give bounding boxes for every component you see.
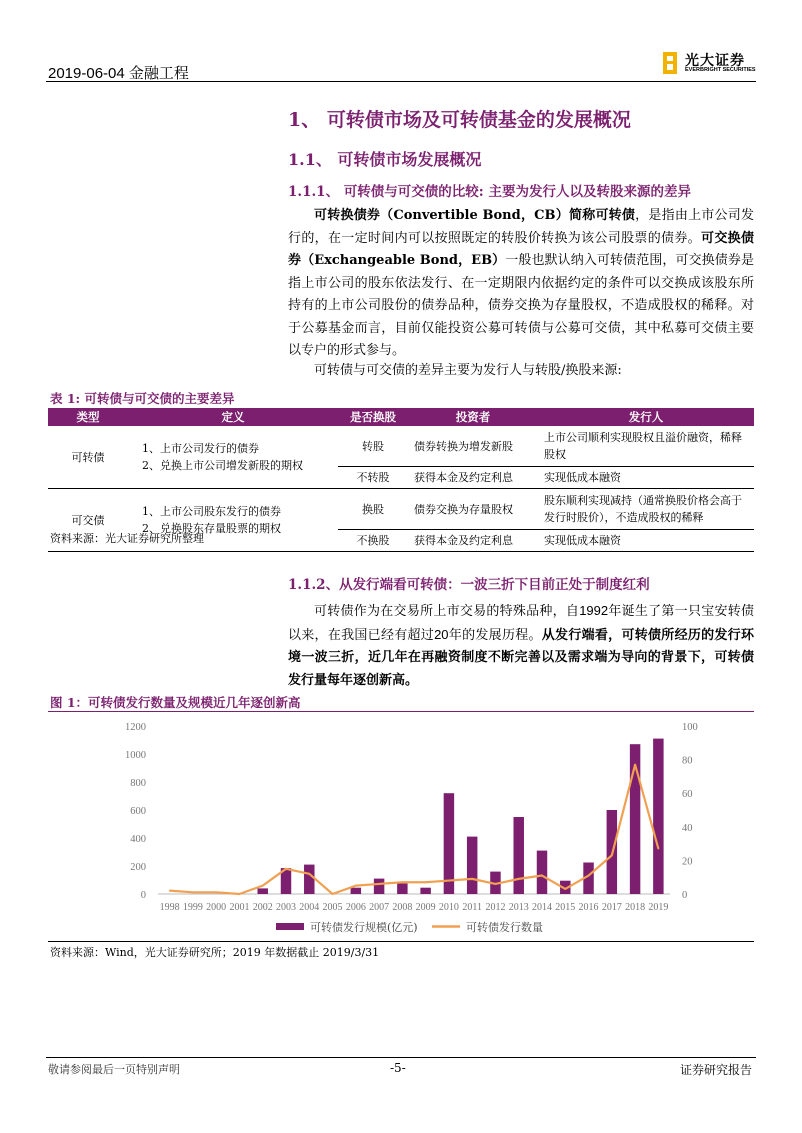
bar-2014	[537, 851, 547, 894]
table-row	[48, 489, 754, 530]
count-point-2002	[262, 885, 264, 887]
x-tick-label: 2012	[485, 902, 506, 913]
year-1992: 1992	[579, 603, 609, 618]
section-1-1-heading: 1.1、 可转债市场发展概况	[288, 150, 482, 169]
x-tick-label: 2007	[369, 902, 390, 913]
footer-rule	[46, 1057, 756, 1058]
count-point-2003	[285, 868, 287, 870]
section-1-1-1-heading: 1.1.1、 可转债与可交债的比较: 主要为发行人以及转股来源的差异	[288, 184, 691, 200]
x-tick-label: 2003	[276, 902, 296, 913]
type-cell: 可交债	[48, 489, 128, 552]
x-tick-label: 2015	[555, 902, 576, 913]
x-tick-label: 2018	[625, 902, 646, 913]
history-text-b: 年诞生了第一只宝安转债以来，在我国已经有超过	[288, 604, 754, 643]
eb-term: 可交换债券（Exchangeable Bond，EB）	[288, 230, 754, 268]
chart-legend	[276, 920, 543, 934]
paragraph-cb-definition	[288, 205, 754, 363]
logo-english-name: EVERBRIGHT SECURITIES	[685, 67, 756, 73]
x-tick-label: 2002	[252, 902, 273, 913]
left-axis-tick-label: 0	[140, 890, 146, 901]
bar-2007	[374, 879, 384, 894]
table-row	[48, 426, 754, 467]
right-axis-tick-label: 20	[682, 856, 693, 868]
bar-2010	[444, 793, 454, 894]
count-point-1998	[169, 890, 171, 892]
x-tick-label: 2008	[392, 902, 413, 913]
section-1-heading: 1、 可转债市场及可转债基金的发展概况	[288, 109, 631, 131]
count-point-2019	[658, 848, 660, 850]
left-axis-tick-label: 1000	[125, 750, 146, 761]
figure-1-source: 资料来源：Wind，光大证券研究所；2019 年数据截止 2019/3/31	[50, 946, 380, 959]
x-axis-labels	[160, 902, 669, 913]
issuance-chart	[48, 712, 754, 944]
count-point-2010	[448, 880, 450, 882]
count-point-2005	[332, 893, 334, 895]
x-tick-label: 1999	[182, 902, 203, 913]
count-point-1999	[192, 892, 194, 894]
footer-disclaimer: 敬请参阅最后一页特别声明	[48, 1063, 180, 1076]
right-axis-tick-label: 80	[682, 755, 693, 767]
x-tick-label: 2000	[206, 902, 227, 913]
bar-2004	[304, 865, 314, 894]
issuance-highlight: 从发行端看，可转债所经历的发行环境一波三折，近几年在再融资制度不断完善以及需求端为导向的背景下，可转债发行量每年逐创新高。	[288, 627, 754, 688]
table-header-row	[48, 408, 754, 426]
everbright-logo	[663, 50, 763, 76]
definition-line: 1、上市公司股东发行的债券	[142, 505, 281, 518]
bar-2006	[351, 888, 361, 894]
x-tick-label: 2001	[229, 902, 250, 913]
count-point-2014	[541, 875, 543, 877]
count-point-2001	[239, 893, 241, 895]
right-axis-tick-label: 0	[682, 890, 688, 901]
x-tick-label: 2010	[438, 902, 459, 913]
table-header-cell: 发行人	[538, 408, 754, 426]
logo-chinese-name: 光大证券	[685, 53, 745, 69]
legend-label-bar: 可转债发行规模(亿元)	[310, 921, 418, 934]
figure-bottom-rule	[48, 941, 754, 942]
x-tick-label: 1998	[159, 902, 180, 913]
bar-2002	[257, 888, 267, 894]
definition-line: 2、兑换股东存量股票的期权	[142, 522, 281, 535]
issuer-cell: 实现低成本融资	[538, 530, 754, 552]
history-text-c: 年的发展历程。	[448, 627, 542, 643]
investor-cell: 获得本金及约定利息	[408, 530, 538, 552]
x-tick-label: 2009	[415, 902, 436, 913]
bar-2009	[420, 888, 430, 894]
bar-2008	[397, 884, 407, 895]
definition-cell	[128, 426, 338, 489]
bar-2011	[467, 837, 477, 894]
swap-cell: 换股	[362, 502, 384, 516]
right-axis	[682, 722, 698, 901]
swap-cell: 不换股	[338, 530, 408, 552]
right-axis-tick-label: 100	[682, 722, 698, 733]
table-header-cell: 投资者	[408, 408, 538, 426]
count-point-2011	[471, 878, 473, 880]
count-point-2015	[564, 888, 566, 890]
investor-cell: 获得本金及约定利息	[408, 467, 538, 489]
x-tick-label: 2013	[508, 902, 529, 913]
left-axis-tick-label: 200	[130, 862, 146, 873]
count-point-2018	[634, 764, 636, 766]
definition-line: 2、兑换上市公司增发新股的期权	[142, 459, 303, 472]
cb-definition-text: ，是指由上市公司发行的，在一定时间内可以按照既定的转股价转换为该公司股票的债券。	[288, 208, 754, 246]
eb-definition-text: 一般也默认纳入可转债范围，可交换债券是指上市公司的股东依法发行、在一定期限内依据约定的条件可以交换成该股东所持有的上市公司股份的债券品种，债券交换为存量股权，不造成股权的稀释。对于公募基金而言，目前仅能投资公募可转债与公募可交债，其中私募可交债主要以专户的形式参与。	[288, 253, 754, 358]
bar-2013	[513, 817, 523, 894]
count-point-2016	[588, 875, 590, 877]
right-axis-tick-label: 40	[682, 822, 693, 834]
paragraph-issuance-history	[288, 600, 754, 692]
bar-2019	[653, 739, 663, 894]
issuer-cell: 上市公司顺利实现股权且溢价融资，稀释股权	[544, 431, 742, 461]
count-point-2009	[425, 881, 427, 883]
paragraph-difference-intro: 可转债与可交债的差异主要为发行人与转股/换股来源:	[314, 363, 622, 378]
count-point-2004	[308, 873, 310, 875]
history-text-a: 可转债作为在交易所上市交易的特殊品种，自	[314, 604, 580, 619]
left-axis-tick-label: 800	[130, 778, 146, 789]
figure-1-title: 图 1：可转债发行数量及规模近几年逐创新高	[50, 695, 301, 710]
count-point-2017	[611, 855, 613, 857]
legend-label-line: 可转债发行数量	[466, 921, 543, 934]
x-tick-label: 2019	[648, 902, 669, 913]
header-rule	[46, 81, 756, 82]
table-header-cell: 定义	[128, 408, 338, 426]
everbright-logo-icon	[663, 52, 677, 74]
legend-swatch-bar	[276, 923, 304, 930]
issuer-cell: 股东顺利实现减持（通常换股价格会高于发行时股价），不造成股权的稀释	[544, 494, 742, 524]
left-axis-tick-label: 600	[130, 806, 146, 817]
issuer-cell: 实现低成本融资	[538, 467, 754, 489]
years-20: 20	[434, 626, 449, 642]
bar-series-scale	[257, 739, 663, 894]
count-point-2000	[215, 892, 217, 894]
investor-cell: 债券转换为增发新股	[414, 439, 513, 453]
cb-term: 可转换债券（Convertible Bond，CB）简称可转债	[314, 208, 636, 223]
type-cell: 可转债	[48, 426, 128, 489]
footer-doc-type: 证券研究报告	[680, 1063, 753, 1077]
right-axis-tick-label: 60	[682, 789, 693, 801]
x-tick-label: 2014	[532, 902, 552, 913]
definition-line: 1、上市公司发行的债券	[142, 442, 259, 455]
x-tick-label: 2005	[322, 902, 343, 913]
x-tick-label: 2016	[578, 902, 599, 913]
table-header-cell: 是否换股	[338, 408, 408, 426]
count-point-2008	[402, 881, 404, 883]
page-number: -5-	[390, 1061, 406, 1075]
x-tick-label: 2011	[462, 902, 483, 913]
x-tick-label: 2004	[299, 902, 320, 913]
left-axis-tick-label: 400	[130, 834, 146, 845]
count-point-2006	[355, 885, 357, 887]
section-1-1-2-heading: 1.1.2、从发行端看可转债：一波三折下目前正处于制度红利	[288, 577, 650, 593]
table-1-source: 资料来源：光大证券研究所整理	[50, 532, 204, 545]
x-tick-label: 2017	[601, 902, 622, 913]
table-1-title: 表 1: 可转债与可交债的主要差异	[50, 391, 235, 406]
x-tick-label: 2006	[345, 902, 366, 913]
swap-cell: 不转股	[338, 467, 408, 489]
count-point-2012	[495, 883, 497, 885]
count-point-2007	[378, 883, 380, 885]
swap-cell: 转股	[362, 439, 384, 453]
count-point-2013	[518, 878, 520, 880]
header-date-section: 2019-06-04 金融工程	[48, 65, 189, 82]
table-header-cell: 类型	[48, 408, 128, 426]
left-axis-tick-label: 1200	[125, 722, 146, 733]
investor-cell: 债券交换为存量股权	[414, 502, 513, 516]
